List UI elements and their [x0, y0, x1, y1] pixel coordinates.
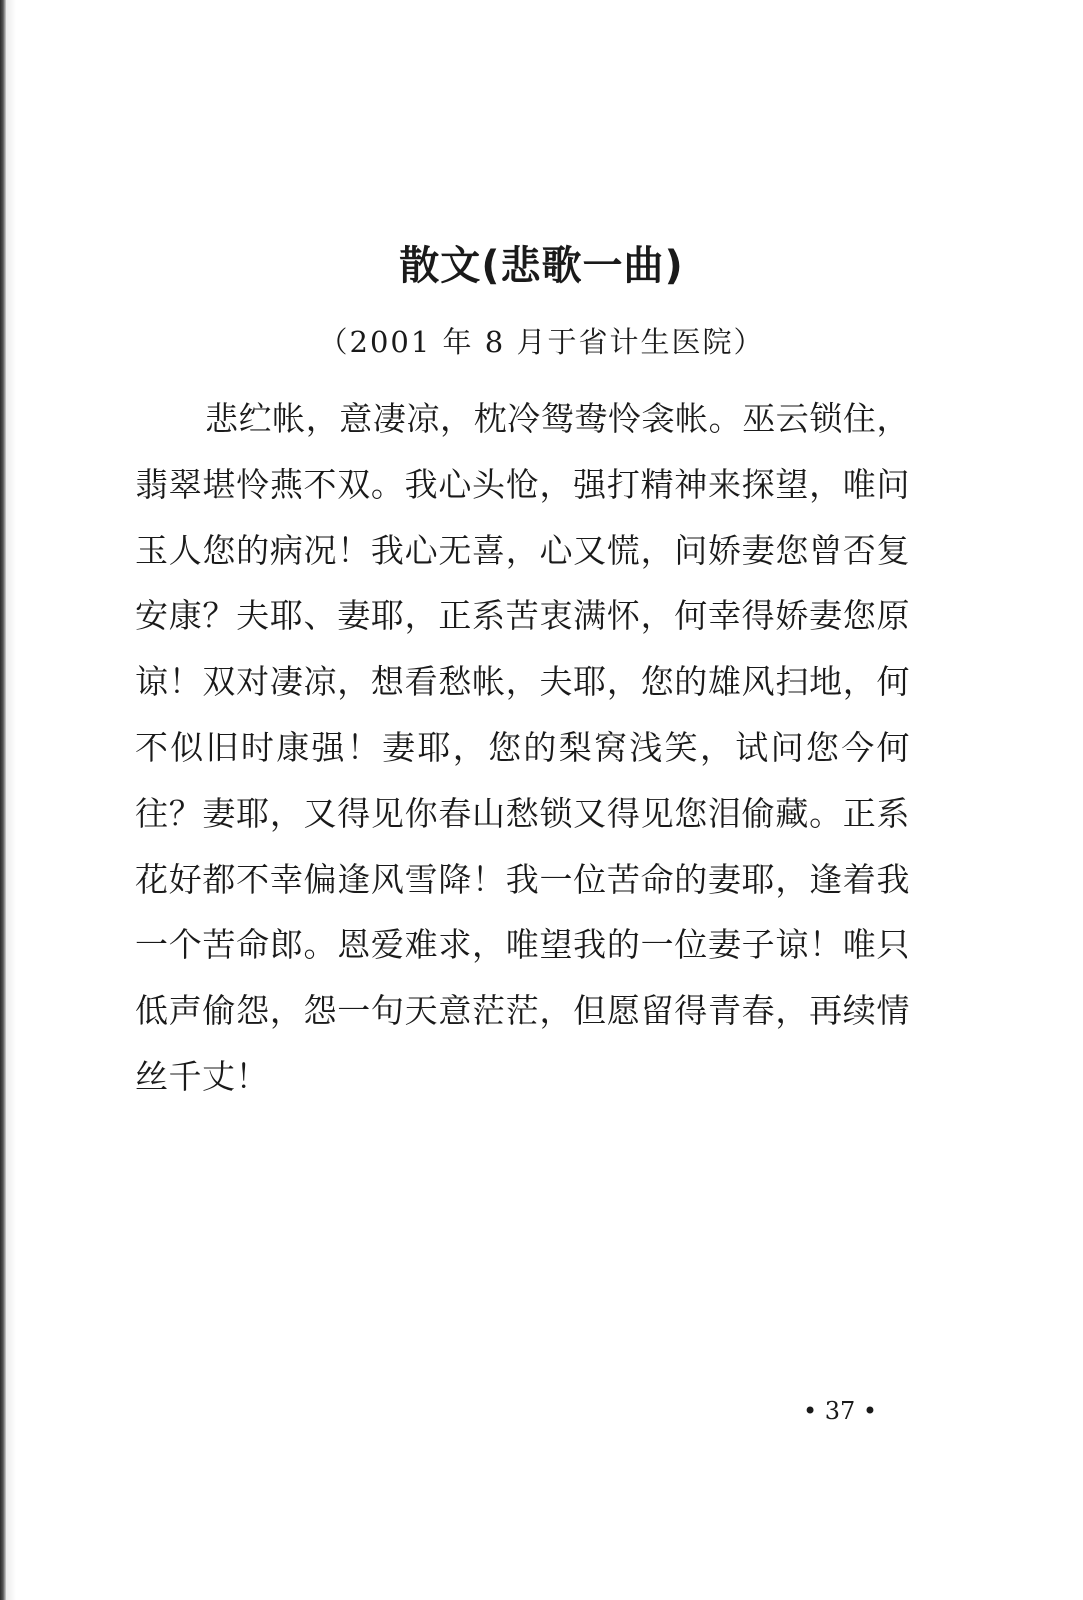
page-subtitle: （2001 年 8 月于省计生医院） — [318, 325, 765, 359]
page-number: • 37 • — [802, 1397, 878, 1425]
page-title: 散文(悲歌一曲) — [399, 243, 684, 289]
body-paragraph: 悲纻帐，意凄凉，枕冷鸳鸯怜衾帐。巫云锁住，翡翠堪怜燕不双。我心头怆，强打精神来探望，唯问玉人您的病况！我心无喜，心又慌，问娇妻您曾否复安康？夫耶、妻耶，正系苦衷满怀，何幸得娇妻您原谅！双对凄凉，想看愁帐，夫耶，您的雄风扫地，何不似旧时康强！妻耶，您的梨窝浅笑，试问您今何往？妻耶，又得见你春山愁锁又得见您泪偷藏。正系花好都不幸偏逢风雪降！我一位苦命的妻耶，逢着我一个苦命郎。恩爱难求，唯望我的一位妻子谅！唯只低声偷怨，怨一句天意茫茫，但愿留得青春，再续情丝千丈！ — [135, 399, 910, 1096]
